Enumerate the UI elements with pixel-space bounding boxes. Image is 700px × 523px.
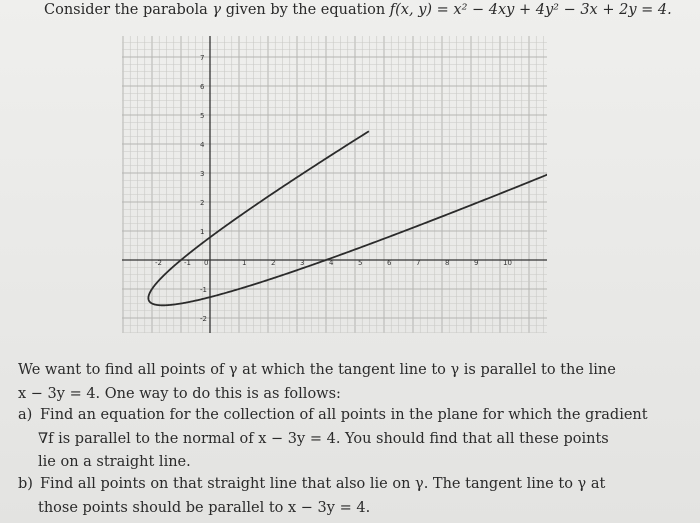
- x-tick-label: -1: [184, 259, 191, 267]
- x-tick-label: 0: [204, 259, 209, 267]
- y-tick-label: 2: [200, 199, 205, 207]
- x-tick-label: 10: [503, 259, 512, 267]
- x-tick-label: 4: [329, 259, 334, 267]
- part-a-line-3: lie on a straight line.: [38, 454, 191, 470]
- y-tick-label: 1: [200, 228, 205, 236]
- statement-middle: given by the equation: [221, 2, 390, 18]
- x-tick-label: 8: [445, 259, 450, 267]
- y-tick-label: -1: [200, 286, 207, 294]
- x-tick-label: 9: [474, 259, 479, 267]
- part-a-line-1: Find an equation for the collection of all points in the plane for which the gradient: [40, 407, 648, 423]
- part-a: [18, 404, 686, 475]
- intro-line-1: We want to find all points of γ at which the tangent line to γ is parallel to the line: [18, 362, 616, 378]
- grid-lines: [122, 36, 547, 333]
- y-tick-label: 3: [200, 170, 205, 178]
- part-b-label: b): [18, 476, 33, 492]
- parabola-graph: [122, 36, 547, 333]
- x-tick-label: 2: [271, 259, 276, 267]
- y-tick-label: 7: [200, 54, 205, 62]
- x-tick-label: -2: [155, 259, 162, 267]
- x-tick-label: 6: [387, 259, 392, 267]
- gamma-symbol: γ: [212, 2, 222, 18]
- part-a-label: a): [18, 407, 33, 423]
- part-b-line-2: those points should be parallel to x − 3y = 4.: [38, 499, 371, 516]
- part-a-line-2: ∇f is parallel to the normal of x − 3y = 4. You should find that all these points: [38, 430, 609, 447]
- graph-canvas: [122, 36, 547, 333]
- part-b-line-1: Find all points on that straight line that also lie on γ. The tangent line to γ at: [40, 476, 606, 492]
- intro-line-2: x − 3y = 4. One way to do this is as follows:: [18, 385, 341, 402]
- y-tick-label: 6: [200, 83, 205, 91]
- y-tick-label: 4: [200, 141, 205, 149]
- part-b: [18, 473, 686, 520]
- statement-prefix: Consider the parabola: [44, 2, 213, 18]
- axes: [122, 36, 547, 333]
- x-tick-label: 5: [358, 259, 363, 267]
- intro-paragraph: [18, 359, 686, 406]
- equation-text: f(x, y) = x² − 4xy + 4y² − 3x + 2y = 4.: [389, 2, 672, 18]
- problem-statement: [44, 2, 672, 18]
- y-tick-label: -2: [200, 315, 207, 323]
- x-tick-label: 1: [242, 259, 247, 267]
- x-tick-label: 3: [300, 259, 305, 267]
- x-tick-label: 7: [416, 259, 421, 267]
- y-tick-label: 5: [200, 112, 205, 120]
